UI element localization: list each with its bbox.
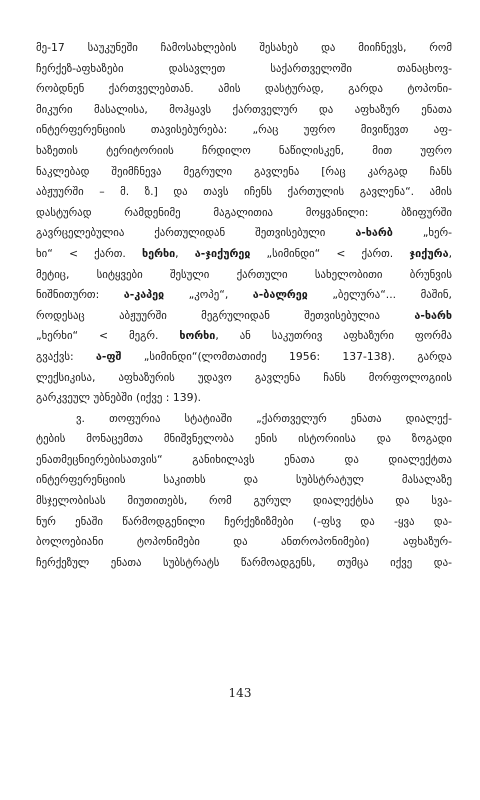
paragraph-lomtatidze-summary xyxy=(36,38,452,409)
paragraph-topuria-summary xyxy=(36,409,452,574)
cited-word: ა-ჯიქურეჲ xyxy=(194,246,251,260)
text-line: ვ. თოფურია სტატიაში „ქართველურ ენათა დიალექ- xyxy=(76,411,452,425)
text-line: ნურ ენაში წარმოდგენილი ჩერქეზიზმები (-ფსვ და -ყვა და- xyxy=(36,514,452,528)
text-line: გარკვეულ უბნებში (იქვე : 139). xyxy=(36,391,202,405)
text-line: მე-17 საუკუნეში ჩამოსახლების შესახებ და მიიჩნევს, რომ xyxy=(36,41,452,54)
text-line: ხი“ < ქართ. ხერხი, ა-ჯიქურეჲ „სიმინდი“ < ქართ. ჯიქურა, xyxy=(36,246,452,260)
text-line: ენათმეცნიერებისათვის“ განიხილავს ენათა და დიალექტთა xyxy=(36,452,452,466)
text-line: მსჯელობისას მიუთითებს, რომ გურულ დიალექტსა და სვა- xyxy=(36,494,452,508)
text-line: აბჟუურში – მ. ზ.] და თავს იჩენს ქართულის გავლენა“. ამის xyxy=(36,185,452,199)
cited-word: ხორხი xyxy=(179,329,216,343)
text-line: ჩერქეზულ ენათა სუბსტრატს წარმოადგენს, თუმცა იქვე და- xyxy=(36,555,452,569)
text-line: ჩერქეზ-აფხაზები დასავლეთ საქართველოში თანაცხოვ- xyxy=(36,61,452,75)
text-line: ხაზეთის ტერიტორიის ჩრდილო ნაწილისკენ, მით უფრო xyxy=(36,143,452,157)
text-line: მიკური მასალისა, მოჰყავს ქართველურ და აფხაზურ ენათა xyxy=(36,102,452,116)
cited-word: ა-ხარბ xyxy=(355,226,393,240)
text-line: ტების მონაცემთა მნიშვნელობა ენის ისტორიისა და ზოგადი xyxy=(36,432,452,446)
text-line: ინტერფერენციის თავისებურება: „რაც უფრო მივიწევთ აფ- xyxy=(36,123,452,137)
text-line: ნიშნითურთ: ა-კაპეჲ „კოპე“, ა-ბალრეჲ „ბელურა“... მაშინ, xyxy=(36,288,452,302)
text-line: ბოლოებიანი ტოპონიმები და ანთროპონიმები) აფხაზურ- xyxy=(36,535,452,549)
page-number: 143 xyxy=(228,686,252,700)
text-line: გვაქვს: ა-ფშ „სიმინდი“(ლომთათიძე 1956: 137-138). გარდა xyxy=(36,349,452,363)
cited-word: ჯიქურა xyxy=(409,246,449,260)
document-page xyxy=(36,38,452,573)
text-line: ლექსიკისა, აფხაზურის უდავო გავლენა ჩანს მორფოლოგიის xyxy=(36,370,452,384)
text-line: დასტურად რამდენიმე მაგალითია მოყვანილი: ბზიფურში xyxy=(36,205,452,219)
text-line: ინტერფერენციის საკითხს და სუბსტრატულ მასალაზე xyxy=(36,473,452,487)
cited-word: ა-კაპეჲ xyxy=(123,288,165,302)
text-line: მეტიც, სიტყვები შესული ქართული სახელობითი ბრუნვის xyxy=(36,267,452,281)
cited-word: ა-ბალრეჲ xyxy=(252,288,308,302)
text-line: „ხერხი“ < მეგრ. ხორხი, ან საკუთრივ აფხაზური ფორმა xyxy=(36,329,452,343)
cited-word: ა-ხარხ xyxy=(414,308,452,322)
text-line: რობდნენ ქართველებთან. ამის დასტურად, გარდა ტოპონი- xyxy=(36,82,452,96)
text-line: გავრცელებულია ქართულიდან შეთვისებული ა-ხარბ „ხერ- xyxy=(36,226,452,240)
text-line: ნაკლებად შეიმჩნევა მეგრული გავლენა [რაც კარგად ჩანს xyxy=(36,164,452,178)
cited-word: ა-ფშ xyxy=(95,349,122,363)
text-line: როდესაც აბჟუურში მეგრულიდან შეთვისებულია ა-ხარხ xyxy=(36,308,452,322)
cited-word: ხერხი xyxy=(141,246,176,260)
